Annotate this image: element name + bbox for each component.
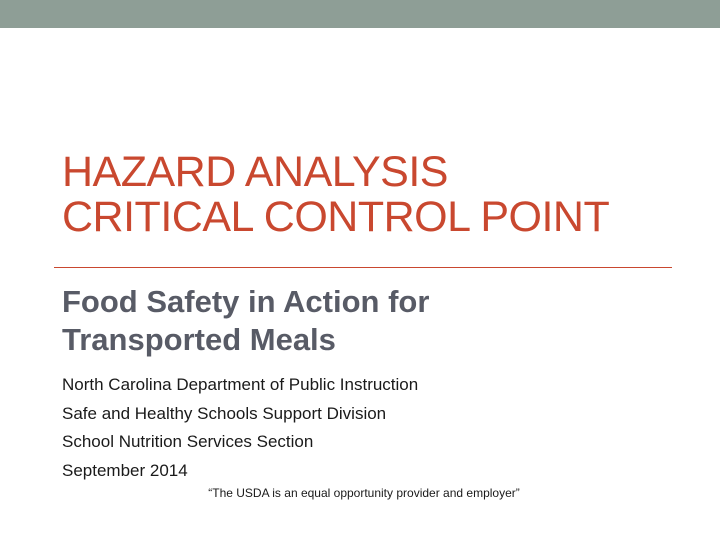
slide-title xyxy=(62,150,702,240)
organization-details xyxy=(62,371,682,485)
slide-subtitle xyxy=(62,283,682,359)
slide-subtitle-line: Food Safety in Action for xyxy=(62,284,430,319)
slide-title-line: CRITICAL CONTROL POINT xyxy=(62,193,610,241)
detail-section: School Nutrition Services Section xyxy=(62,432,314,451)
slide-title-line: HAZARD ANALYSIS xyxy=(62,148,448,196)
detail-division: Safe and Healthy Schools Support Division xyxy=(62,403,387,423)
usda-equal-opportunity-statement: “The USDA is an equal opportunity provider and employer” xyxy=(208,486,520,500)
top-accent-bar xyxy=(0,0,720,28)
title-divider xyxy=(54,267,672,268)
detail-date: September 2014 xyxy=(62,460,188,480)
slide-subtitle-line: Transported Meals xyxy=(62,322,336,357)
detail-department: North Carolina Department of Public Instruction xyxy=(62,375,419,394)
